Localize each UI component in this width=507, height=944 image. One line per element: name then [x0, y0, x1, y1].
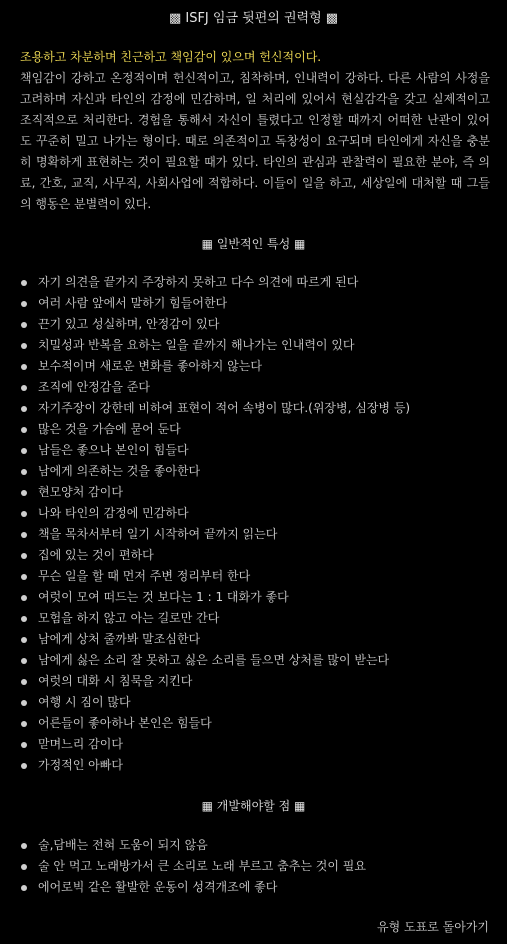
- list-item-text: 남들은 좋으나 본인이 힘들다: [38, 443, 189, 457]
- list-item: [20, 755, 490, 776]
- list-item: [20, 524, 490, 545]
- back-to-chart-link[interactable]: 유형 도표로 돌아가기: [377, 920, 489, 934]
- list-item: [20, 629, 490, 650]
- list-item-text: 책을 목차서부터 일기 시작하여 끝까지 읽는다: [38, 527, 278, 541]
- list-item-text: 많은 것을 가슴에 묻어 둔다: [38, 422, 181, 436]
- list-item: [20, 335, 490, 356]
- bullet-icon: [21, 595, 27, 601]
- bullet-icon: [21, 721, 27, 727]
- intro-paragraph: [20, 47, 490, 215]
- list-item-text: 술 안 먹고 노래방가서 큰 소리로 노래 부르고 춤추는 것이 필요: [38, 859, 366, 873]
- list-item: [20, 608, 490, 629]
- list-item-text: 남에게 의존하는 것을 좋아한다: [38, 464, 201, 478]
- list-item: [20, 587, 490, 608]
- list-item: [20, 835, 490, 856]
- list-item-text: 치밀성과 반복을 요하는 일을 끝까지 해나가는 인내력이 있다: [38, 338, 355, 352]
- list-item-text: 술,담배는 전혀 도움이 되지 않음: [38, 838, 208, 852]
- bullet-icon: [21, 490, 27, 496]
- list-item-text: 끈기 있고 성실하며, 안정감이 있다: [38, 317, 220, 331]
- bullet-icon: [21, 469, 27, 475]
- develop-heading: ▦ 개발해야할 점 ▦: [201, 799, 306, 813]
- bullet-icon: [21, 385, 27, 391]
- bullet-icon: [21, 343, 27, 349]
- bullet-icon: [21, 301, 27, 307]
- list-item-text: 여럿이 모여 떠드는 것 보다는 1 : 1 대화가 좋다: [38, 590, 289, 604]
- bullet-icon: [21, 742, 27, 748]
- list-item-text: 여럿의 대화 시 침묵을 지킨다: [38, 674, 193, 688]
- general-traits-list: [20, 272, 490, 776]
- bullet-icon: [21, 658, 27, 664]
- list-item: [20, 482, 490, 503]
- list-item: [20, 356, 490, 377]
- bullet-icon: [21, 322, 27, 328]
- list-item-text: 어른들이 좋아하나 본인은 힘들다: [38, 716, 212, 730]
- list-item: [20, 503, 490, 524]
- bullet-icon: [21, 532, 27, 538]
- bullet-icon: [21, 864, 27, 870]
- list-item: [20, 461, 490, 482]
- bullet-icon: [21, 843, 27, 849]
- list-item: [20, 877, 490, 898]
- list-item: [20, 713, 490, 734]
- list-item-text: 남에게 싫은 소리 잘 못하고 싫은 소리를 들으면 상처를 많이 받는다: [38, 653, 390, 667]
- bullet-icon: [21, 763, 27, 769]
- list-item: [20, 377, 490, 398]
- list-item: [20, 398, 490, 419]
- intro-lead: 조용하고 차분하며 친근하고 책임감이 있으며 헌신적이다.: [20, 50, 322, 64]
- list-item: [20, 650, 490, 671]
- list-item-text: 남에게 상처 줄까봐 말조심한다: [38, 632, 201, 646]
- bullet-icon: [21, 406, 27, 412]
- list-item: [20, 440, 490, 461]
- bullet-icon: [21, 280, 27, 286]
- bullet-icon: [21, 679, 27, 685]
- bullet-icon: [21, 448, 27, 454]
- list-item: [20, 314, 490, 335]
- intro-body: 책임감이 강하고 온정적이며 헌신적이고, 침착하며, 인내력이 강하다. 다른 사람의 사정을 고려하며 자신과 타인의 감정에 민감하며, 일 처리에 있어서 현실감각을 갖고 실제적이고 조직적으로 처리한다. 경험을 통해서 자신이 틀렸다고 인정할 때까지 어떠한 난관이 있어도 꾸준히 밀고 나가는 형이다. 때로 의존적이고 독창성이 요구되며 타인에게 자신을 충분히 명확하게 표현하는 것이 필요할 때가 있다. 타인의 관심과 관찰력이 필요한 분야, 즉 의료, 간호, 교직, 사무직, 사회사업에 적합하다. 이들이 일을 하고, 세상일에 대처할 때 그들의 행동은 분별력이 있다.: [20, 71, 490, 211]
- general-heading: ▦ 일반적인 특성 ▦: [201, 237, 306, 251]
- list-item: [20, 545, 490, 566]
- list-item-text: 여행 시 짐이 많다: [38, 695, 131, 709]
- bullet-icon: [21, 553, 27, 559]
- bullet-icon: [21, 364, 27, 370]
- list-item-text: 나와 타인의 감정에 민감하다: [38, 506, 189, 520]
- list-item: [20, 419, 490, 440]
- list-item: [20, 692, 490, 713]
- page-title: ▩ ISFJ 임금 뒷편의 권력형 ▩: [168, 11, 339, 26]
- list-item: [20, 734, 490, 755]
- list-item-text: 자기 의견을 끝가지 주장하지 못하고 다수 의견에 따르게 된다: [38, 275, 359, 289]
- bullet-icon: [21, 511, 27, 517]
- list-item: [20, 272, 490, 293]
- list-item-text: 집에 있는 것이 편하다: [38, 548, 154, 562]
- list-item: [20, 566, 490, 587]
- list-item-text: 가정적인 아빠다: [38, 758, 123, 772]
- list-item-text: 현모양처 감이다: [38, 485, 123, 499]
- list-item: [20, 293, 490, 314]
- list-item-text: 보수적이며 새로운 변화를 좋아하지 않는다: [38, 359, 262, 373]
- list-item-text: 모험을 하지 않고 아는 길로만 간다: [38, 611, 220, 625]
- bullet-icon: [21, 427, 27, 433]
- bullet-icon: [21, 885, 27, 891]
- list-item-text: 에어로빅 같은 활발한 운동이 성격개조에 좋다: [38, 880, 278, 894]
- bullet-icon: [21, 637, 27, 643]
- list-item-text: 자기주장이 강한데 비하여 표현이 적어 속병이 많다.(위장병, 심장병 등): [38, 401, 411, 415]
- bullet-icon: [21, 700, 27, 706]
- develop-points-list: [20, 835, 490, 898]
- list-item-text: 여러 사람 앞에서 말하기 힘들어한다: [38, 296, 228, 310]
- list-item: [20, 856, 490, 877]
- list-item-text: 조직에 안정감을 준다: [38, 380, 150, 394]
- list-item-text: 맏며느리 감이다: [38, 737, 123, 751]
- list-item: [20, 671, 490, 692]
- list-item-text: 무슨 일을 할 때 먼저 주변 정리부터 한다: [38, 569, 251, 583]
- bullet-icon: [21, 616, 27, 622]
- bullet-icon: [21, 574, 27, 580]
